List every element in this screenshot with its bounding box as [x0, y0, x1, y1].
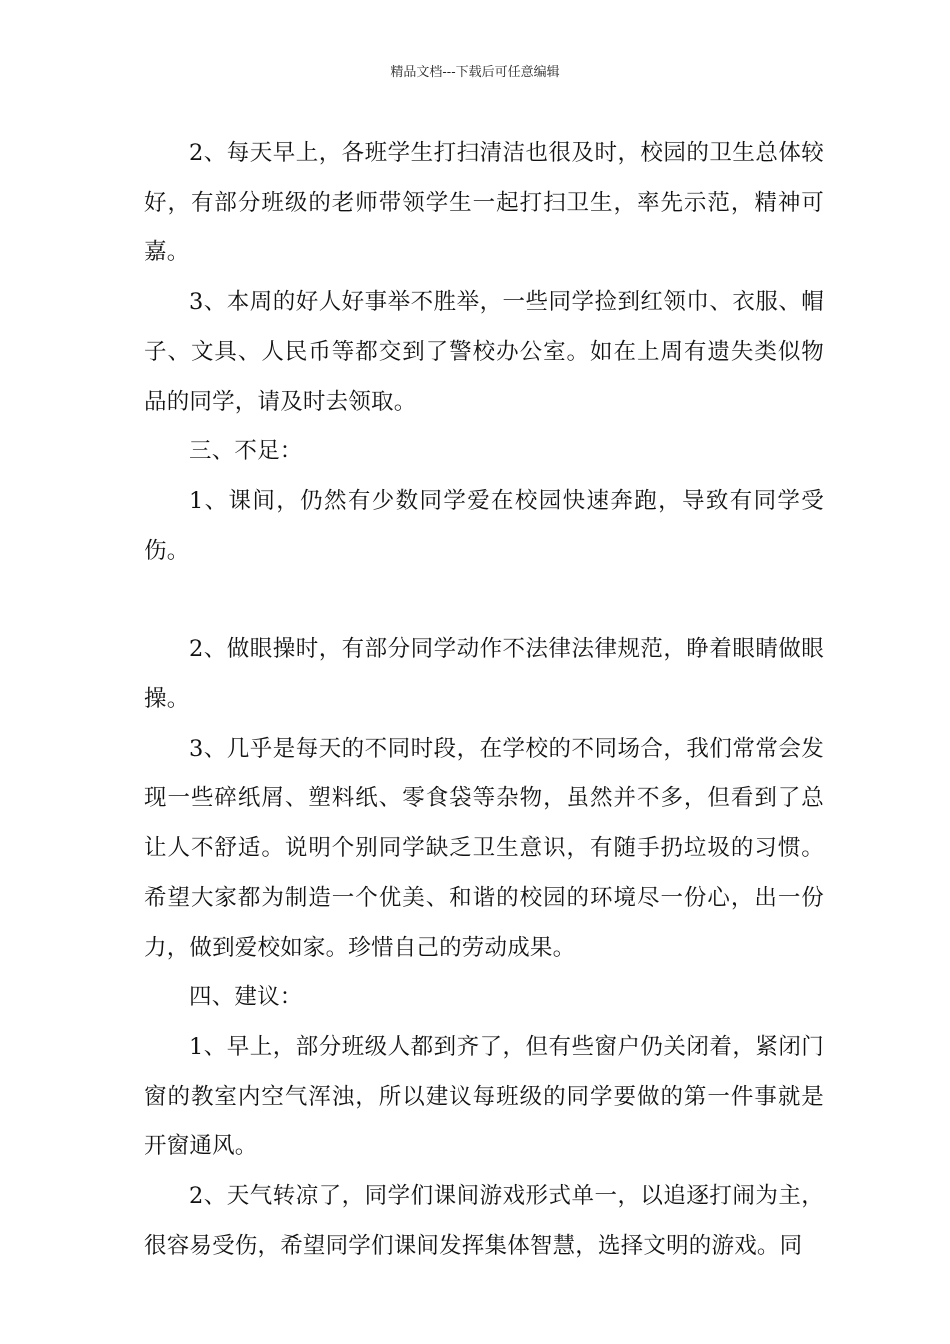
paragraph-ventilation: 1、早上，部分班级人都到齐了，但有些窗户仍关闭着，紧闭门窗的教室内空气浑浊，所以建议每班级的同学要做的第一件事就是开窗通风。: [144, 1033, 824, 1160]
paragraph-eye-exercise: 2、做眼操时，有部分同学动作不法律法律规范，睁着眼睛做眼操。: [144, 636, 824, 713]
paragraph-good-deeds: 3、本周的好人好事举不胜举，一些同学捡到红领巾、衣服、帽子、文具、人民币等都交到了警校办公室。如在上周有遗失类似物品的同学，请及时去领取。: [144, 289, 824, 415]
page-header: 精品文档---下载后可任意编辑: [390, 65, 560, 80]
document-body: [144, 129, 824, 1271]
paragraph-litter: 3、几乎是每天的不同时段，在学校的不同场合，我们常常会发现一些碎纸屑、塑料纸、零食袋等杂物，虽然并不多，但看到了总让人不舒适。说明个别同学缺乏卫生意识，有随手扔垃圾的习惯。希望大家都为制造一个优美、和谐的校园的环境尽一份心，出一份力，做到爱校如家。珍惜自己的劳动成果。: [144, 735, 824, 961]
section-heading-suggestions: 四、建议：: [189, 984, 303, 1011]
paragraph-cleaning: 2、每天早上，各班学生打扫清洁也很及时，校园的卫生总体较好，有部分班级的老师带领学生一起打扫卫生，率先示范，精神可嘉。: [144, 140, 824, 266]
blank-line: [144, 576, 824, 625]
section-heading-shortcomings: 三、不足：: [189, 438, 303, 465]
paragraph-games: 2、天气转凉了，同学们课间游戏形式单一，以追逐打闹为主，很容易受伤，希望同学们课间发挥集体智慧，选择文明的游戏。同: [144, 1183, 824, 1259]
paragraph-running: 1、课间，仍然有少数同学爱在校园快速奔跑，导致有同学受伤。: [144, 487, 824, 564]
